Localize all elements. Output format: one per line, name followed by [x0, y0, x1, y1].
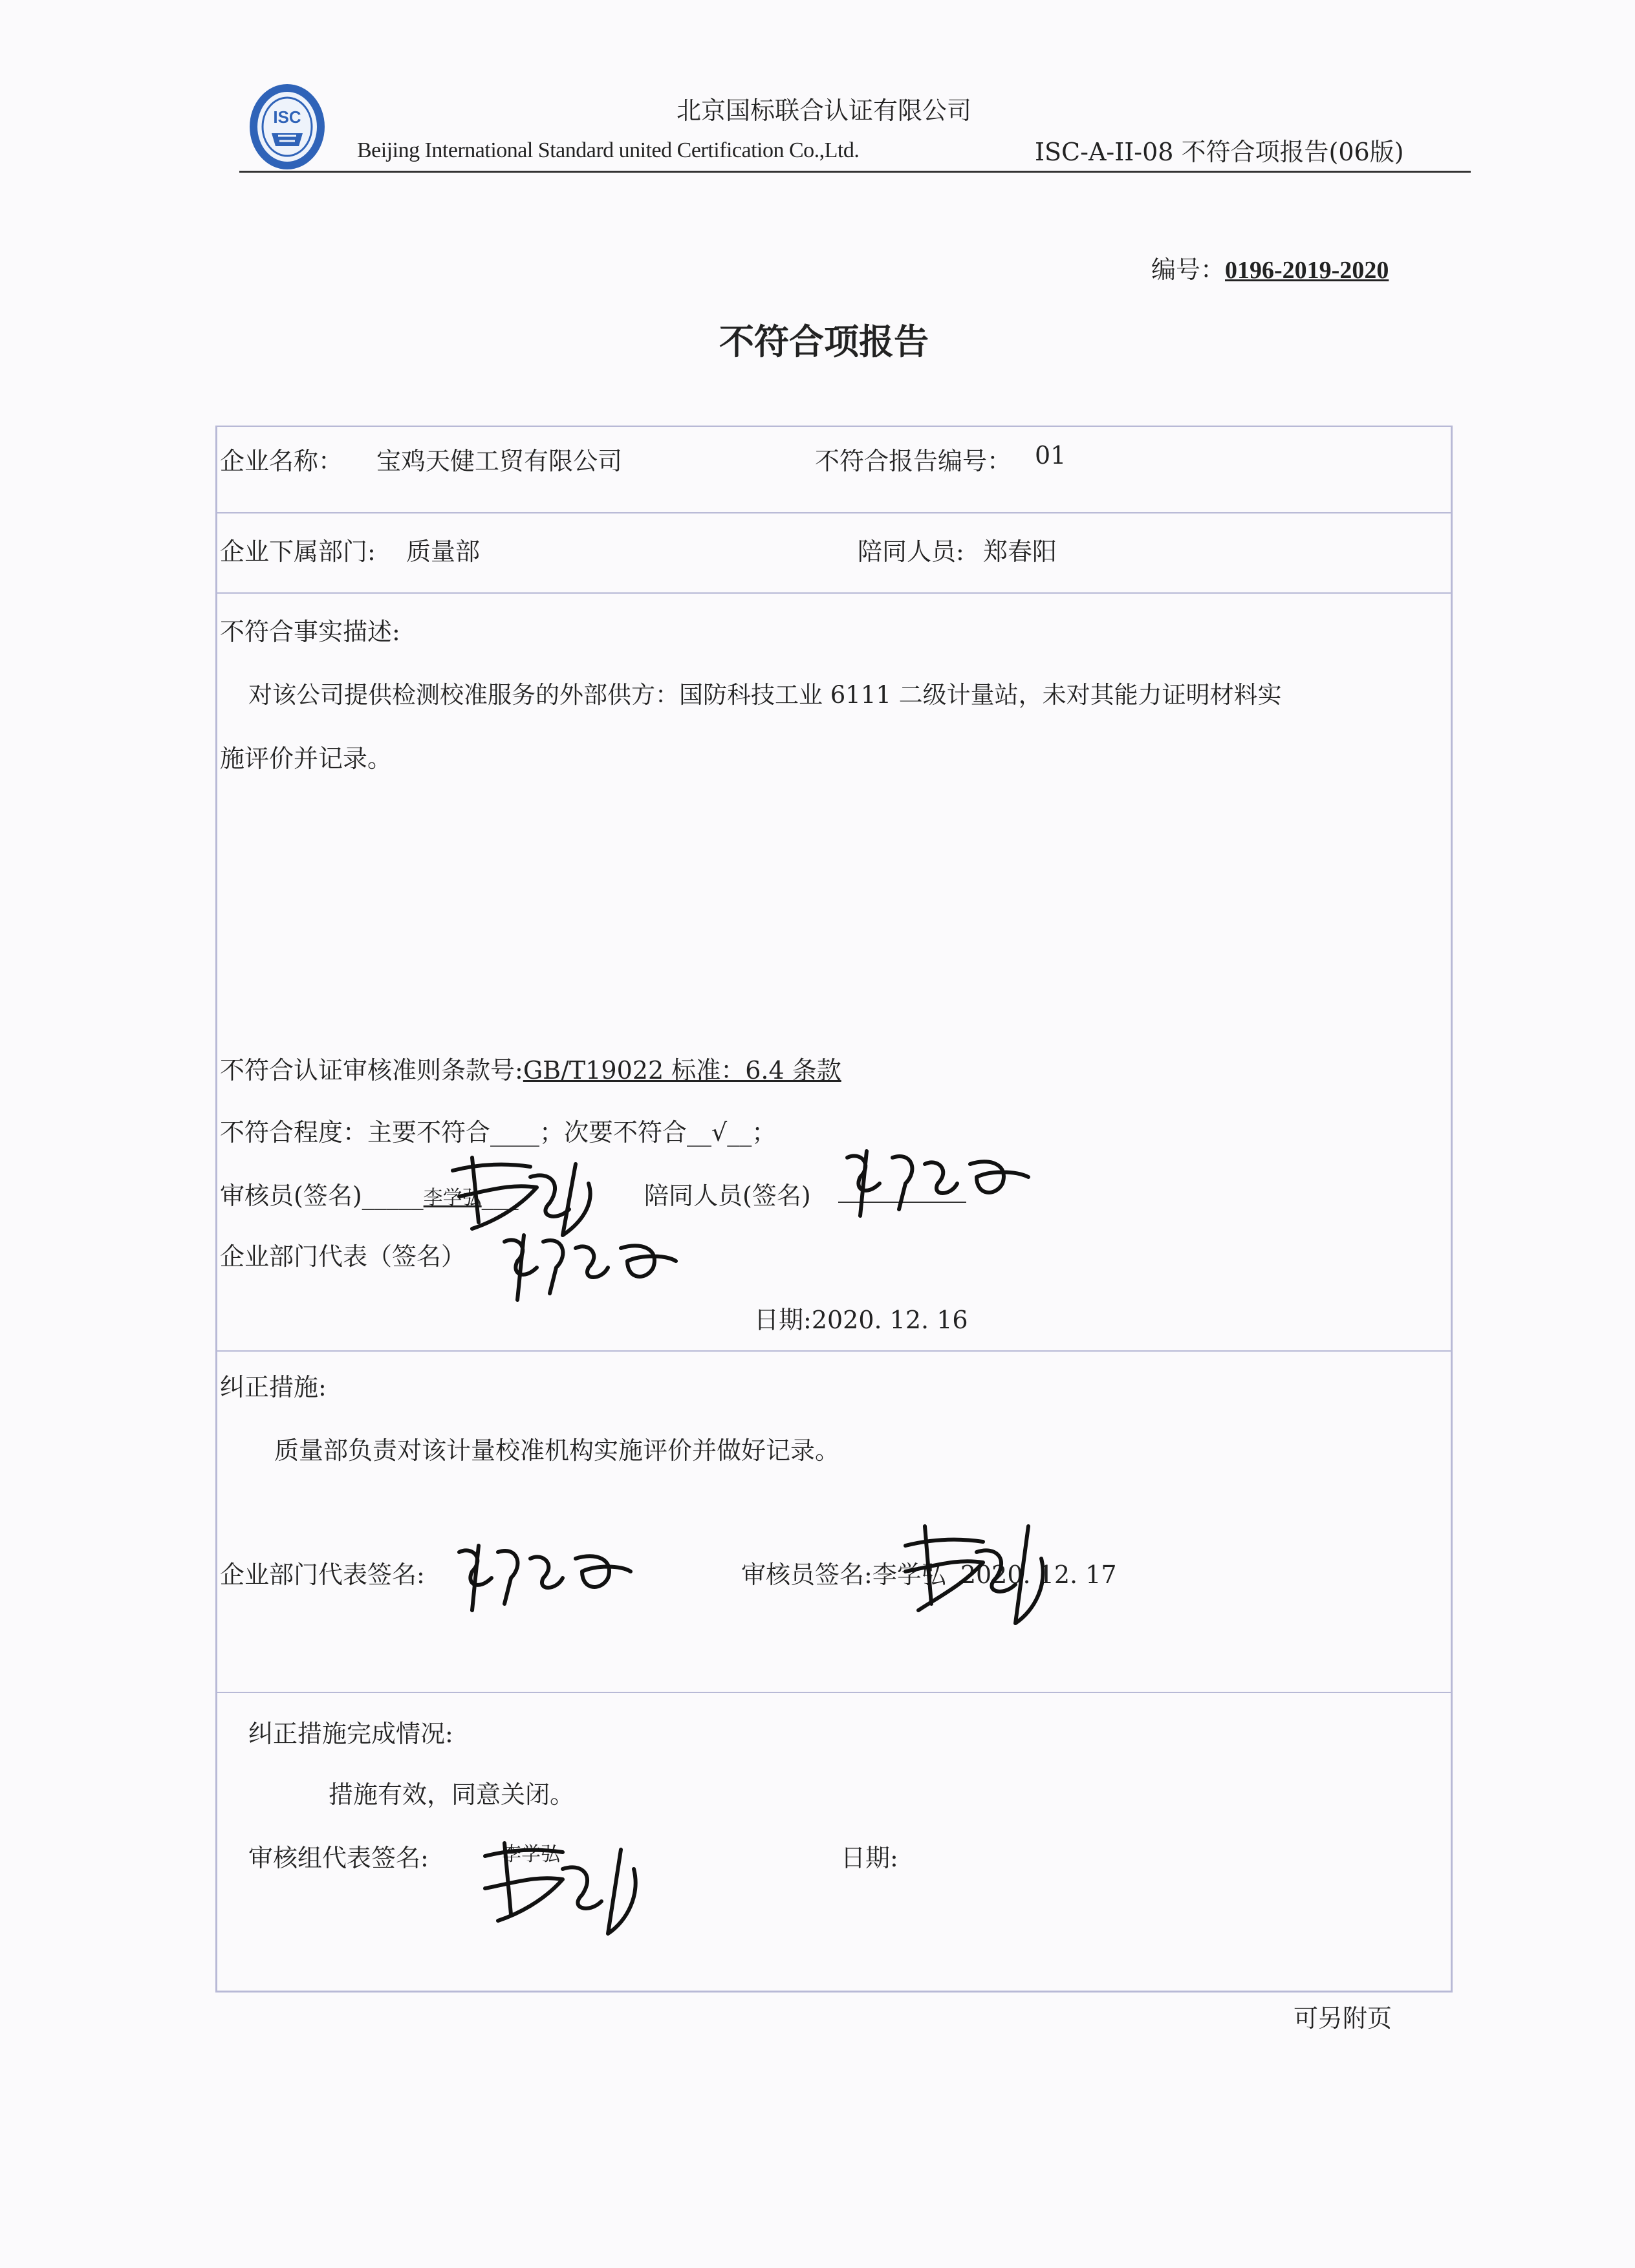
completion-rep-label: 审核组代表签名: [248, 1844, 429, 1872]
form-code: ISC-A-II-08 不符合项报告(06版) [1035, 138, 1404, 166]
company-name-en: Beijing International Standard united Certification Co.,Ltd. [357, 138, 860, 162]
facts-date-label: 日期: [754, 1306, 812, 1334]
dept-rep-sign-label: 企业部门代表（签名） [220, 1242, 466, 1271]
corrective-dept-rep-signature [453, 1526, 634, 1617]
completion-date-label: 日期: [841, 1844, 898, 1872]
completion-text: 措施有效，同意关闭。 [329, 1780, 575, 1809]
completion-rep-signature [472, 1824, 653, 1940]
row-divider [215, 1350, 1453, 1352]
form-border-right [1451, 426, 1453, 1992]
corrective-text: 质量部负责对该计量校准机构实施评价并做好记录。 [274, 1436, 840, 1465]
completion-label: 纠正措施完成情况: [248, 1720, 453, 1748]
accompanying-label: 陪同人员: [858, 537, 964, 566]
degree-line [220, 1112, 776, 1148]
corrective-auditor-name: 李学弘 [872, 1561, 946, 1589]
footer-note: 可另附页 [1294, 2004, 1392, 2033]
department-label: 企业下属部门: [220, 537, 376, 566]
company-label: 企业名称： [220, 447, 343, 475]
corrective-label: 纠正措施: [220, 1373, 327, 1401]
accompanying-value: 郑春阳 [983, 537, 1057, 566]
facts-line-2: 施评价并记录。 [220, 744, 393, 773]
document-number [1151, 250, 1389, 285]
company-name-cn: 北京国标联合认证有限公司 [676, 96, 971, 125]
company-value: 宝鸡天健工贸有限公司 [376, 447, 623, 475]
dept-rep-signature [498, 1216, 679, 1306]
facts-label: 不符合事实描述: [220, 618, 400, 646]
degree-label: 不符合程度：主要不符合 [220, 1118, 491, 1147]
row-divider [215, 512, 1453, 513]
completion-rep-name: 李学弘 [502, 1843, 560, 1866]
facts-line-1: 对该公司提供检测校准服务的外部供方：国防科技工业 6111 二级计量站，未对其能力证明材料实 [248, 681, 1282, 709]
corrective-date: 2020. 12. 17 [960, 1561, 1117, 1589]
auditor-sign-label: 审核员(签名) [220, 1182, 362, 1210]
row-divider [215, 1692, 1453, 1693]
header-divider [239, 171, 1471, 173]
svg-text:ISC: ISC [273, 107, 301, 127]
row-divider [215, 592, 1453, 594]
form-border-left [215, 426, 217, 1992]
auditor-blank: _____ [362, 1182, 424, 1210]
clause-label: 不符合认证审核准则条款号: [220, 1056, 523, 1085]
clause-line [220, 1050, 841, 1086]
document-number-label: 编号： [1151, 255, 1226, 284]
form-border-top [215, 426, 1453, 427]
form-border-bottom [215, 1991, 1453, 1993]
degree-minor-mark: __√__ [687, 1118, 752, 1147]
department-value: 质量部 [406, 537, 481, 566]
page-title: 不符合项报告 [719, 321, 929, 362]
report-number-label: 不符合报告编号： [815, 447, 1012, 475]
corrective-dept-rep-label: 企业部门代表签名: [220, 1561, 425, 1589]
document-number-value: 0196-2019-2020 [1225, 257, 1389, 284]
degree-major-blank: ____ [490, 1118, 540, 1147]
degree-end: ； [752, 1118, 777, 1147]
auditor-tail: ___ [481, 1182, 519, 1210]
auditor-printed-name: 李学弘 [423, 1187, 482, 1209]
corrective-auditor-signature [880, 1507, 1061, 1636]
report-number-value: 01 [1035, 441, 1067, 470]
facts-date [754, 1300, 968, 1335]
accompanying-sign-label: 陪同人员(签名) [644, 1182, 811, 1210]
degree-separator: ；次要不符合 [539, 1118, 688, 1147]
corrective-auditor-label: 审核员签名: [741, 1561, 872, 1589]
facts-date-value: 2020. 12. 16 [811, 1306, 968, 1334]
clause-value: GB/T19022 标准：6.4 条款 [523, 1056, 841, 1085]
accompanying-signature [841, 1138, 1035, 1222]
